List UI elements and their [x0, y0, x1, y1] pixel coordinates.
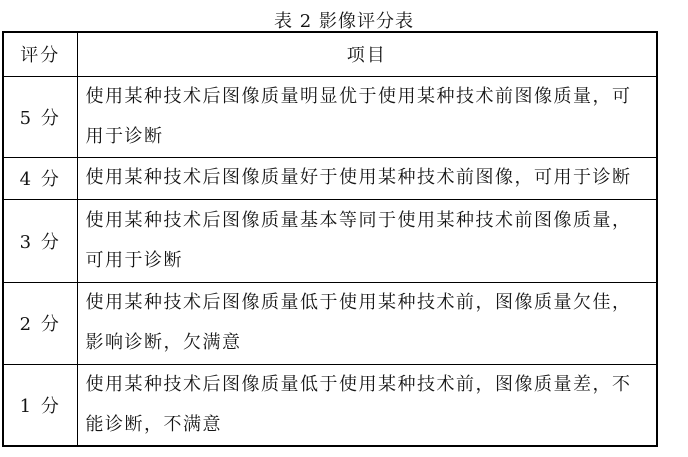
score-cell: 4 分	[3, 157, 77, 199]
score-cell: 5 分	[3, 76, 77, 157]
item-cell: 使用某种技术后图像质量低于使用某种技术前，图像质量欠佳，影响诊断，欠满意	[77, 282, 657, 364]
score-cell: 3 分	[3, 199, 77, 282]
table-caption: 表 2 影像评分表	[274, 11, 414, 32]
score-cell: 2 分	[3, 282, 77, 364]
table-row	[3, 76, 657, 157]
item-cell: 使用某种技术后图像质量基本等同于使用某种技术前图像质量，可用于诊断	[77, 199, 657, 282]
item-cell: 使用某种技术后图像质量低于使用某种技术前，图像质量差，不能诊断，不满意	[77, 364, 657, 446]
score-table	[2, 31, 658, 447]
table-header-row	[3, 32, 657, 76]
table-row	[3, 364, 657, 446]
item-cell: 使用某种技术后图像质量明显优于使用某种技术前图像质量，可用于诊断	[77, 76, 657, 157]
table-row	[3, 157, 657, 199]
table-row	[3, 199, 657, 282]
header-item: 项目	[77, 32, 657, 76]
table-row	[3, 282, 657, 364]
item-cell: 使用某种技术后图像质量好于使用某种技术前图像，可用于诊断	[77, 157, 657, 199]
header-score: 评分	[3, 32, 77, 76]
score-cell: 1 分	[3, 364, 77, 446]
